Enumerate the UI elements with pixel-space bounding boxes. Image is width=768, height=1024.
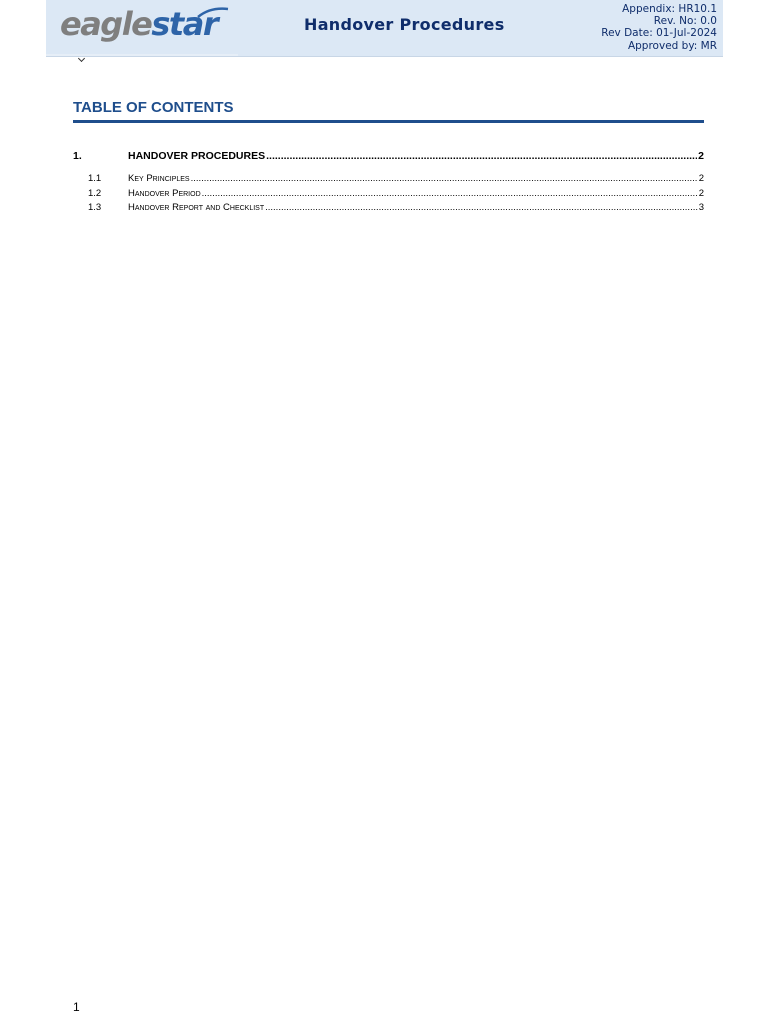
toc-entry-label[interactable]: Key Principles <box>128 173 190 184</box>
toc-leader-dots <box>265 202 698 213</box>
header-divider <box>46 54 238 56</box>
toc-entry-page: 3 <box>698 202 704 213</box>
toc-entry-handover-report-checklist[interactable] <box>73 202 704 213</box>
logo-text-eagle: eagle <box>60 5 152 43</box>
toc-heading: TABLE OF CONTENTS <box>73 99 234 116</box>
toc-entry-key-principles[interactable] <box>73 173 704 184</box>
document-header <box>46 0 723 57</box>
company-logo <box>60 4 217 44</box>
toc-entry-number: 1. <box>73 150 82 162</box>
toc-entry-page: 2 <box>698 150 704 162</box>
toc-divider <box>73 120 704 123</box>
appendix-label: Appendix: HR10.1 <box>622 3 717 15</box>
toc-leader-dots <box>266 150 697 162</box>
logo-text-star: star <box>151 5 218 43</box>
toc-entry-label[interactable]: Handover Report and Checklist <box>128 202 265 213</box>
toc-entry-label[interactable]: Handover Period <box>128 188 201 199</box>
toc-entry-handover-procedures[interactable] <box>73 150 704 162</box>
page-number: 1 <box>73 1000 80 1014</box>
logo-swoosh-icon <box>196 7 230 19</box>
toc-entry-number: 1.1 <box>88 173 102 184</box>
toc-entry-number: 1.3 <box>88 202 102 213</box>
document-meta <box>601 3 717 52</box>
toc-leader-dots <box>202 188 698 199</box>
revision-date: Rev Date: 01-Jul-2024 <box>601 27 717 40</box>
toc-entry-page: 2 <box>698 173 704 184</box>
toc-entry-label[interactable]: HANDOVER PROCEDURES <box>128 150 266 162</box>
toc-entry-page: 2 <box>698 188 704 199</box>
document-title: Handover Procedures <box>304 15 505 34</box>
toc-entry-handover-period[interactable] <box>73 188 704 199</box>
toc-entry-number: 1.2 <box>88 188 102 199</box>
revision-number: Rev. No: 0.0 <box>653 15 717 28</box>
approved-by: Approved by: MR <box>627 39 717 52</box>
toc-leader-dots <box>191 173 698 184</box>
